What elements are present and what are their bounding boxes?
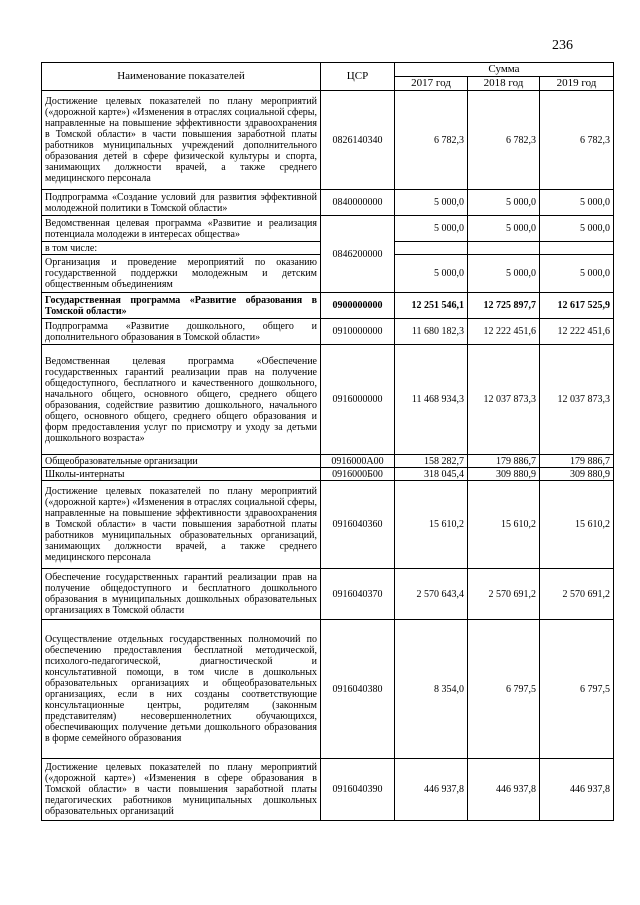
row-value-2018: 5 000,0 bbox=[468, 216, 540, 242]
row-value-2017: 5 000,0 bbox=[395, 255, 468, 293]
page-number: 236 bbox=[552, 38, 573, 53]
row-csr: 0916040370 bbox=[321, 569, 395, 620]
row-value-2019: 179 886,7 bbox=[540, 455, 614, 468]
row-value-2018: 179 886,7 bbox=[468, 455, 540, 468]
row-name: Достижение целевых показателей по плану мероприятий («дорожной карте») «Изменения в отраслях социальной сферы, направленные на повышение эффективности здравоохранения в Томской области» в части повышения заработной платы работников муниципальных образовательных организаций, занимающих должности врачей, а также среднего медицинского персонала bbox=[42, 481, 321, 569]
row-csr: 0840000000 bbox=[321, 190, 395, 216]
table-row bbox=[42, 759, 614, 821]
row-name: Школы-интернаты bbox=[42, 468, 321, 481]
row-value-2019: 6 782,3 bbox=[540, 91, 614, 190]
row-name: Достижение целевых показателей по плану мероприятий («дорожной карте») «Изменения в отраслях социальной сферы, направленные на повышение эффективности здравоохранения в Томской области» в части повышения заработной платы работников муниципальных учреждений дополнительного образования детей в сфере физической культуры и спорта, занимающих должности врачей, а также среднего медицинского персонала bbox=[42, 91, 321, 190]
row-value-2019: 12 222 451,6 bbox=[540, 319, 614, 345]
header-sum-column: Сумма bbox=[395, 63, 614, 77]
header-year-2019: 2019 год bbox=[540, 77, 614, 91]
row-value-2019: 309 880,9 bbox=[540, 468, 614, 481]
row-value-2017: 8 354,0 bbox=[395, 620, 468, 759]
row-csr: 0916000000 bbox=[321, 345, 395, 455]
row-value-2017: 158 282,7 bbox=[395, 455, 468, 468]
row-value-2017: 6 782,3 bbox=[395, 91, 468, 190]
row-value-2019: 15 610,2 bbox=[540, 481, 614, 569]
row-value-2017: 5 000,0 bbox=[395, 190, 468, 216]
row-csr: 0916040390 bbox=[321, 759, 395, 821]
row-value-2018: 5 000,0 bbox=[468, 190, 540, 216]
row-value-2019: 5 000,0 bbox=[540, 190, 614, 216]
header-name-column: Наименование показателей bbox=[42, 63, 321, 91]
header-year-2017: 2017 год bbox=[395, 77, 468, 91]
row-value-2017: 5 000,0 bbox=[395, 216, 468, 242]
row-value-2018: 15 610,2 bbox=[468, 481, 540, 569]
row-name: Ведомственная целевая программа «Развитие и реализация потенциала молодежи в интересах общества» bbox=[42, 216, 321, 242]
table-row bbox=[42, 190, 614, 216]
row-value-2018: 446 937,8 bbox=[468, 759, 540, 821]
row-value-2017: 15 610,2 bbox=[395, 481, 468, 569]
row-value-2018: 6 782,3 bbox=[468, 91, 540, 190]
table-row bbox=[42, 455, 614, 468]
row-name: Достижение целевых показателей по плану мероприятий («дорожной карте») «Изменения в сфере образования в Томской области» в части повышения заработной платы педагогических работников муниципальных дошкольных образовательных организаций bbox=[42, 759, 321, 821]
row-csr: 0916000А00 bbox=[321, 455, 395, 468]
row-csr: 0826140340 bbox=[321, 91, 395, 190]
header-year-2018: 2018 год bbox=[468, 77, 540, 91]
row-value-2018: 2 570 691,2 bbox=[468, 569, 540, 620]
row-csr: 0916040360 bbox=[321, 481, 395, 569]
row-name: Организация и проведение мероприятий по оказанию государственной поддержки молодежным и детским общественным объединениям bbox=[42, 255, 321, 293]
row-value-2017: 318 045,4 bbox=[395, 468, 468, 481]
row-value-2017: 12 251 546,1 bbox=[395, 293, 468, 319]
table-row bbox=[42, 468, 614, 481]
row-csr: 0916000Б00 bbox=[321, 468, 395, 481]
table-row bbox=[42, 319, 614, 345]
row-value-2018: 12 725 897,7 bbox=[468, 293, 540, 319]
table-row bbox=[42, 481, 614, 569]
table-row bbox=[42, 91, 614, 190]
row-csr: 0916040380 bbox=[321, 620, 395, 759]
row-value-2019: 6 797,5 bbox=[540, 620, 614, 759]
table-row bbox=[42, 216, 614, 242]
row-value-2017: 11 680 182,3 bbox=[395, 319, 468, 345]
row-name: Обеспечение государственных гарантий реализации прав на получение общедоступного и бесплатного дошкольного образования в муниципальных дошкольных образовательных организациях в Томской области bbox=[42, 569, 321, 620]
row-value-2018: 12 222 451,6 bbox=[468, 319, 540, 345]
row-name: Ведомственная целевая программа «Обеспечение государственных гарантий реализации прав на получение общедоступного, бесплатного и качественного дошкольного, начального общего, основного общего, среднего общего образования, содействие развитию дошкольного, начального общего, основного общего, среднего общего образования и форм предоставления услуг по присмотру и уходу за детьми дошкольного возраста» bbox=[42, 345, 321, 455]
row-csr: 0910000000 bbox=[321, 319, 395, 345]
row-value-2019: 5 000,0 bbox=[540, 255, 614, 293]
row-name: Подпрограмма «Развитие дошкольного, общего и дополнительного образования в Томской области» bbox=[42, 319, 321, 345]
row-value-2017: 446 937,8 bbox=[395, 759, 468, 821]
row-value-2018: 12 037 873,3 bbox=[468, 345, 540, 455]
row-value-2019: 12 037 873,3 bbox=[540, 345, 614, 455]
row-csr: 0846200000 bbox=[321, 216, 395, 293]
row-value-2019: 2 570 691,2 bbox=[540, 569, 614, 620]
row-name: Осуществление отдельных государственных полномочий по обеспечению предоставления бесплатной методической, психолого-педагогической, диагностической и консультативной помощи, в том числе в дошкольных образовательных организациях и общеобразовательных организациях, если в них созданы соответствующие консультационные центры, родителям (законным представителям) несовершеннолетних обучающихся, обеспечивающих получение детьми дошкольного образования в форме семейного образования bbox=[42, 620, 321, 759]
budget-table bbox=[41, 62, 614, 821]
row-value-2018: 5 000,0 bbox=[468, 255, 540, 293]
row-value-2019: 446 937,8 bbox=[540, 759, 614, 821]
table-row bbox=[42, 569, 614, 620]
table-row bbox=[42, 345, 614, 455]
row-name: Подпрограмма «Создание условий для развития эффективной молодежной политики в Томской области» bbox=[42, 190, 321, 216]
table-row bbox=[42, 293, 614, 319]
row-name: Общеобразовательные организации bbox=[42, 455, 321, 468]
row-csr: 0900000000 bbox=[321, 293, 395, 319]
row-value-2017: 2 570 643,4 bbox=[395, 569, 468, 620]
header-csr-column: ЦСР bbox=[321, 63, 395, 91]
row-value-2018: 309 880,9 bbox=[468, 468, 540, 481]
row-value-2019: 12 617 525,9 bbox=[540, 293, 614, 319]
row-value-2017: 11 468 934,3 bbox=[395, 345, 468, 455]
row-name: Государственная программа «Развитие образования в Томской области» bbox=[42, 293, 321, 319]
table-row bbox=[42, 620, 614, 759]
row-name: в том числе: bbox=[42, 242, 321, 255]
row-value-2018: 6 797,5 bbox=[468, 620, 540, 759]
row-value-2019: 5 000,0 bbox=[540, 216, 614, 242]
